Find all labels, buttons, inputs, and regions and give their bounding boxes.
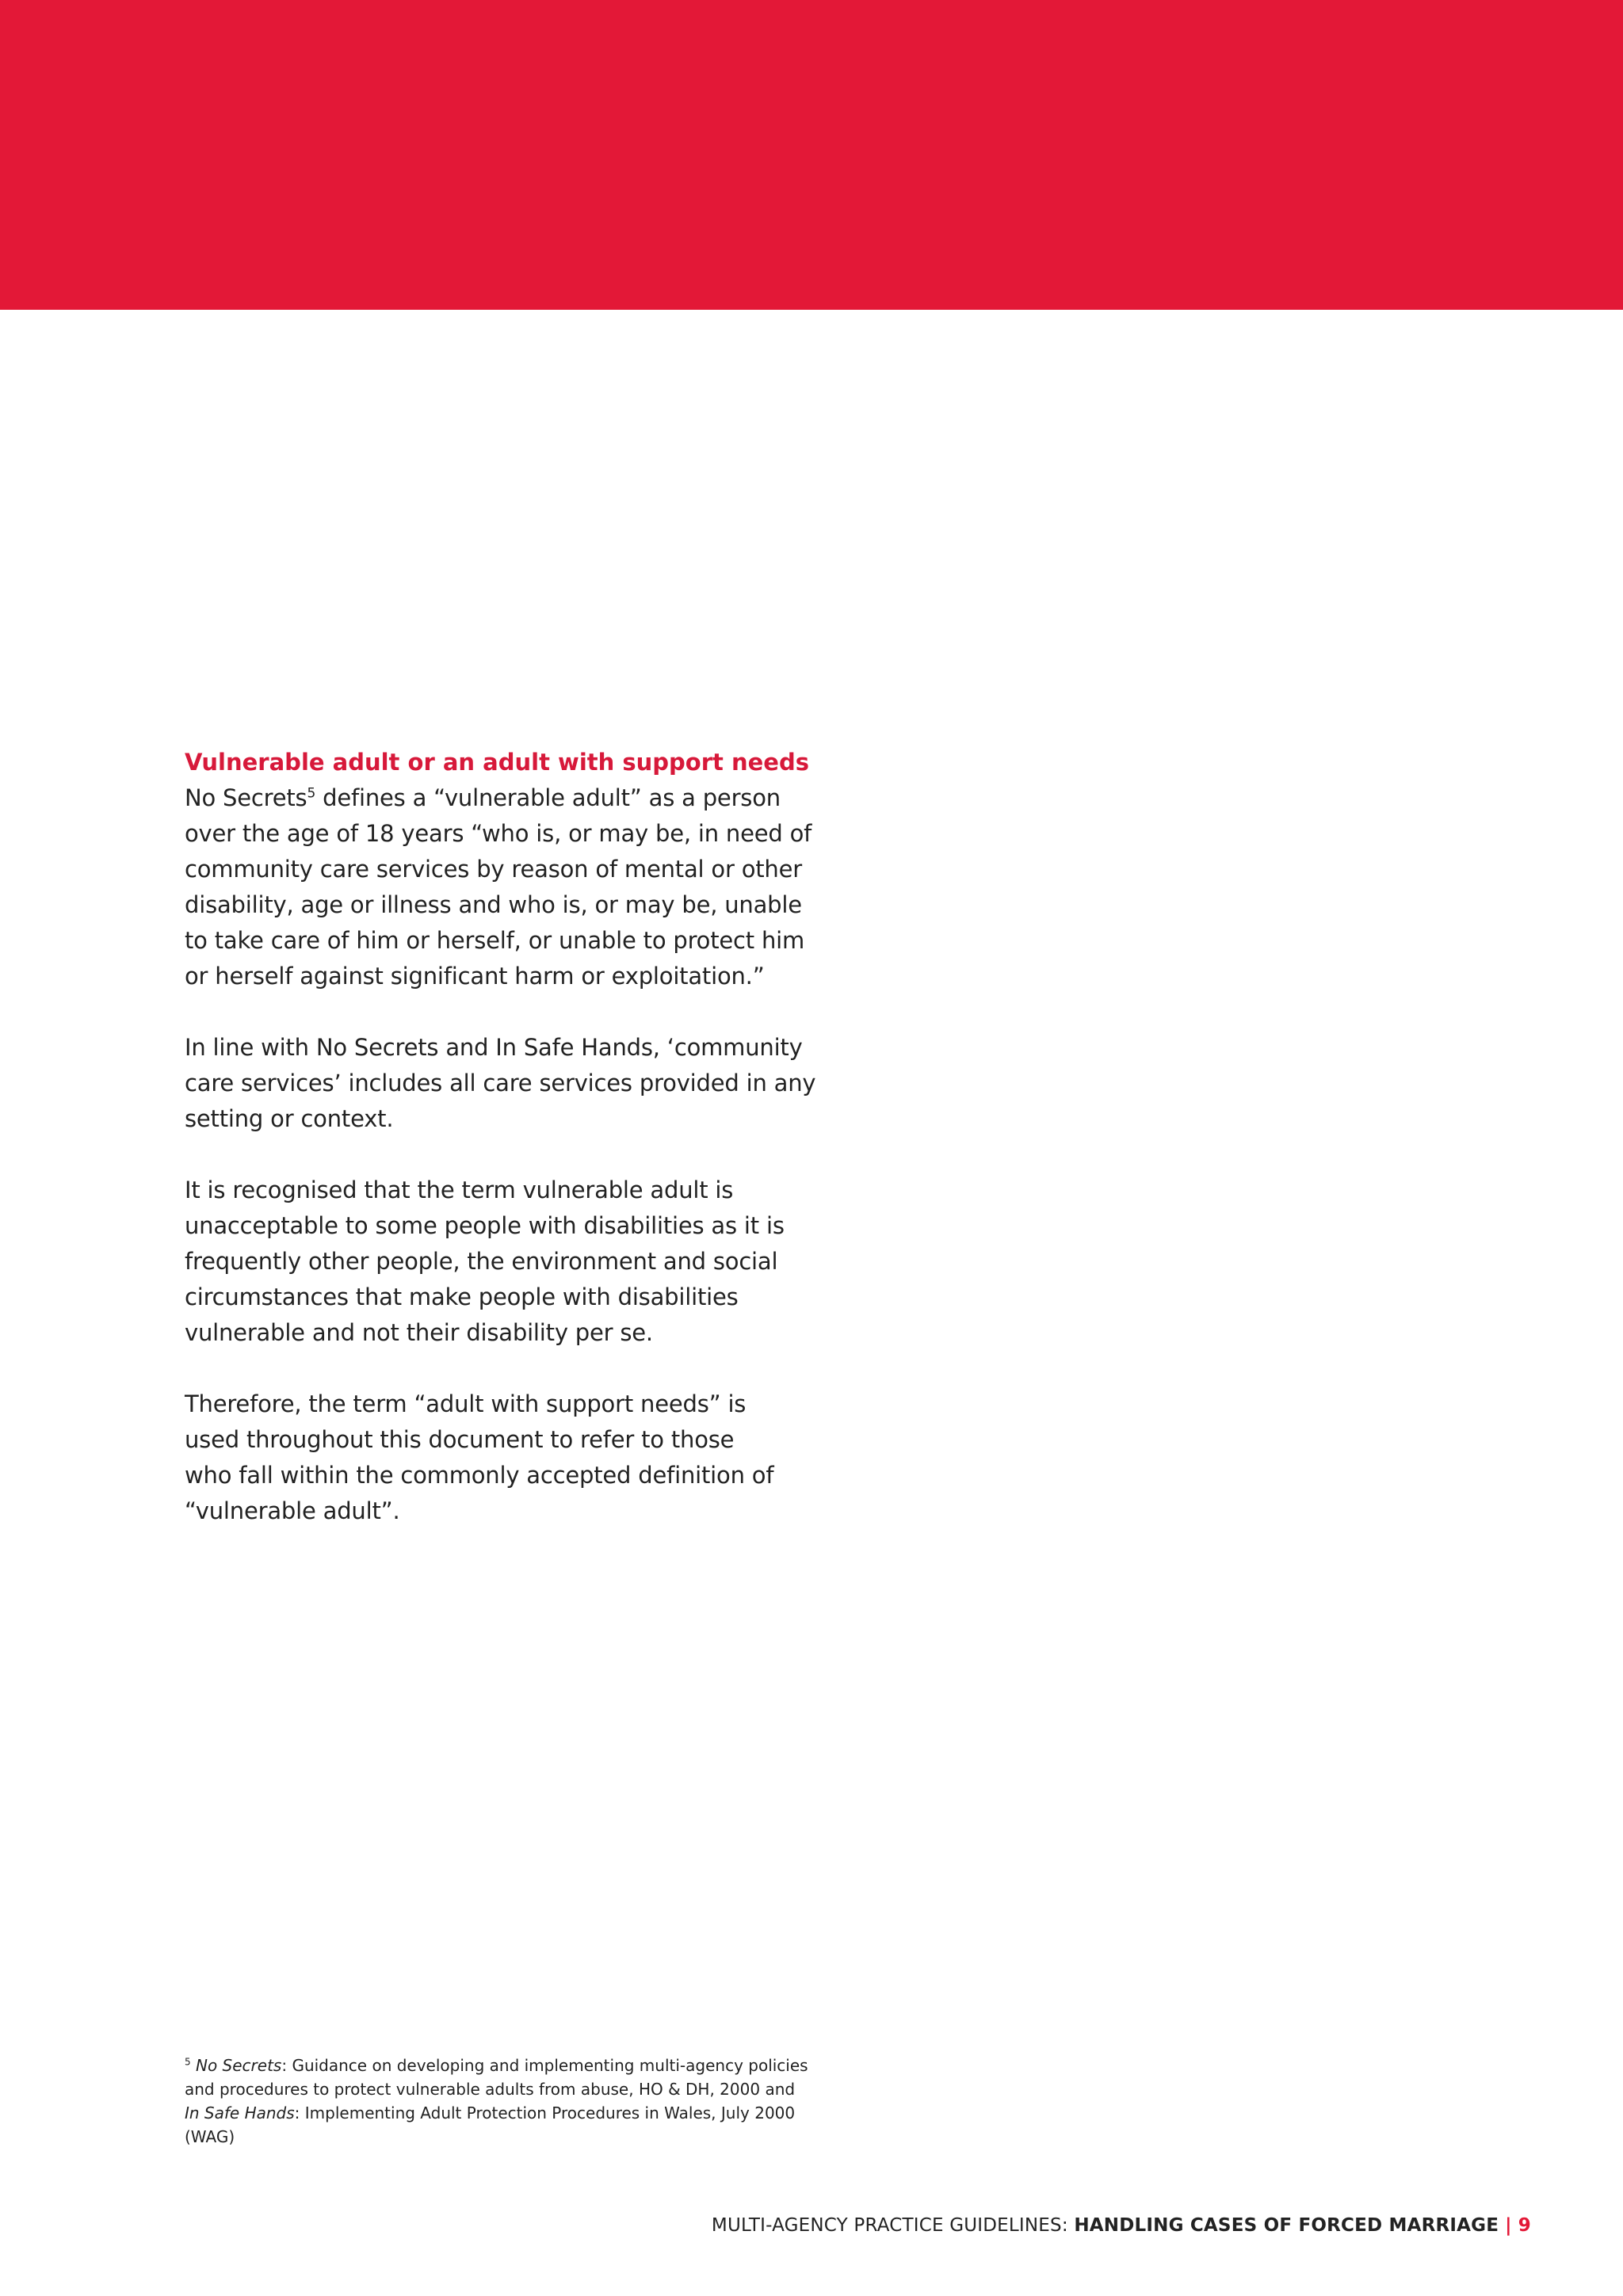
footnote-line: and procedures to protect vulnerable adults from abuse, HO & DH, 2000 and <box>185 2080 796 2099</box>
page-footer <box>712 2214 1531 2237</box>
text-line: over the age of 18 years “who is, or may be, in need of <box>185 820 812 847</box>
text-line: circumstances that make people with disabilities <box>185 1283 739 1310</box>
footnote <box>185 2054 819 2149</box>
footnote-title: No Secrets <box>196 2056 282 2075</box>
text-line: vulnerable and not their disability per se. <box>185 1319 653 1346</box>
footer-separator: | <box>1505 2215 1512 2236</box>
text-line <box>185 780 811 816</box>
main-content <box>185 745 816 1565</box>
footnote-reference[interactable]: 5 <box>307 785 316 802</box>
text-segment: : Implementing Adult Protection Procedures in Wales, July 2000 <box>294 2103 796 2122</box>
footer-document-title: HANDLING CASES OF FORCED MARRIAGE <box>1074 2215 1499 2236</box>
footnote-number: 5 <box>185 2056 191 2068</box>
text-line: used throughout this document to refer to those <box>185 1426 735 1453</box>
paragraph-definition <box>185 780 811 994</box>
paragraph-term-usage <box>185 1386 811 1529</box>
text-line: unacceptable to some people with disabilities as it is <box>185 1212 785 1239</box>
text-line: care services’ includes all care services provided in any <box>185 1070 816 1097</box>
text-line: In line with No Secrets and In Safe Hands, ‘community <box>185 1034 803 1061</box>
paragraph-recognition <box>185 1173 811 1351</box>
text-segment: defines a “vulnerable adult” as a person <box>315 784 781 811</box>
text-line: setting or context. <box>185 1105 394 1132</box>
footer-prefix: MULTI-AGENCY PRACTICE GUIDELINES: <box>711 2215 1075 2236</box>
text-line: community care services by reason of mental or other <box>185 856 802 883</box>
text-segment: No Secrets <box>185 784 307 811</box>
footnote-line <box>185 2054 819 2077</box>
paragraph-community-care <box>185 1030 816 1137</box>
text-line: to take care of him or herself, or unable to protect him <box>185 927 805 954</box>
text-line: frequently other people, the environment and social <box>185 1248 778 1275</box>
top-banner <box>0 0 1623 310</box>
footnote-title: In Safe Hands <box>185 2103 295 2122</box>
text-line: It is recognised that the term vulnerable adult is <box>185 1177 734 1203</box>
text-line: Therefore, the term “adult with support needs” is <box>185 1390 747 1417</box>
section-heading: Vulnerable adult or an adult with support needs <box>185 749 809 776</box>
text-line: who fall within the commonly accepted definition of <box>185 1462 774 1489</box>
footnote-line <box>185 2101 819 2125</box>
page-number: 9 <box>1518 2215 1531 2236</box>
text-segment: : Guidance on developing and implementing multi-agency policies <box>281 2056 808 2075</box>
text-line: or herself against significant harm or exploitation.” <box>185 963 765 990</box>
text-line: “vulnerable adult”. <box>185 1497 400 1524</box>
text-line: disability, age or illness and who is, or may be, unable <box>185 891 802 918</box>
footnote-line: (WAG) <box>185 2127 235 2146</box>
